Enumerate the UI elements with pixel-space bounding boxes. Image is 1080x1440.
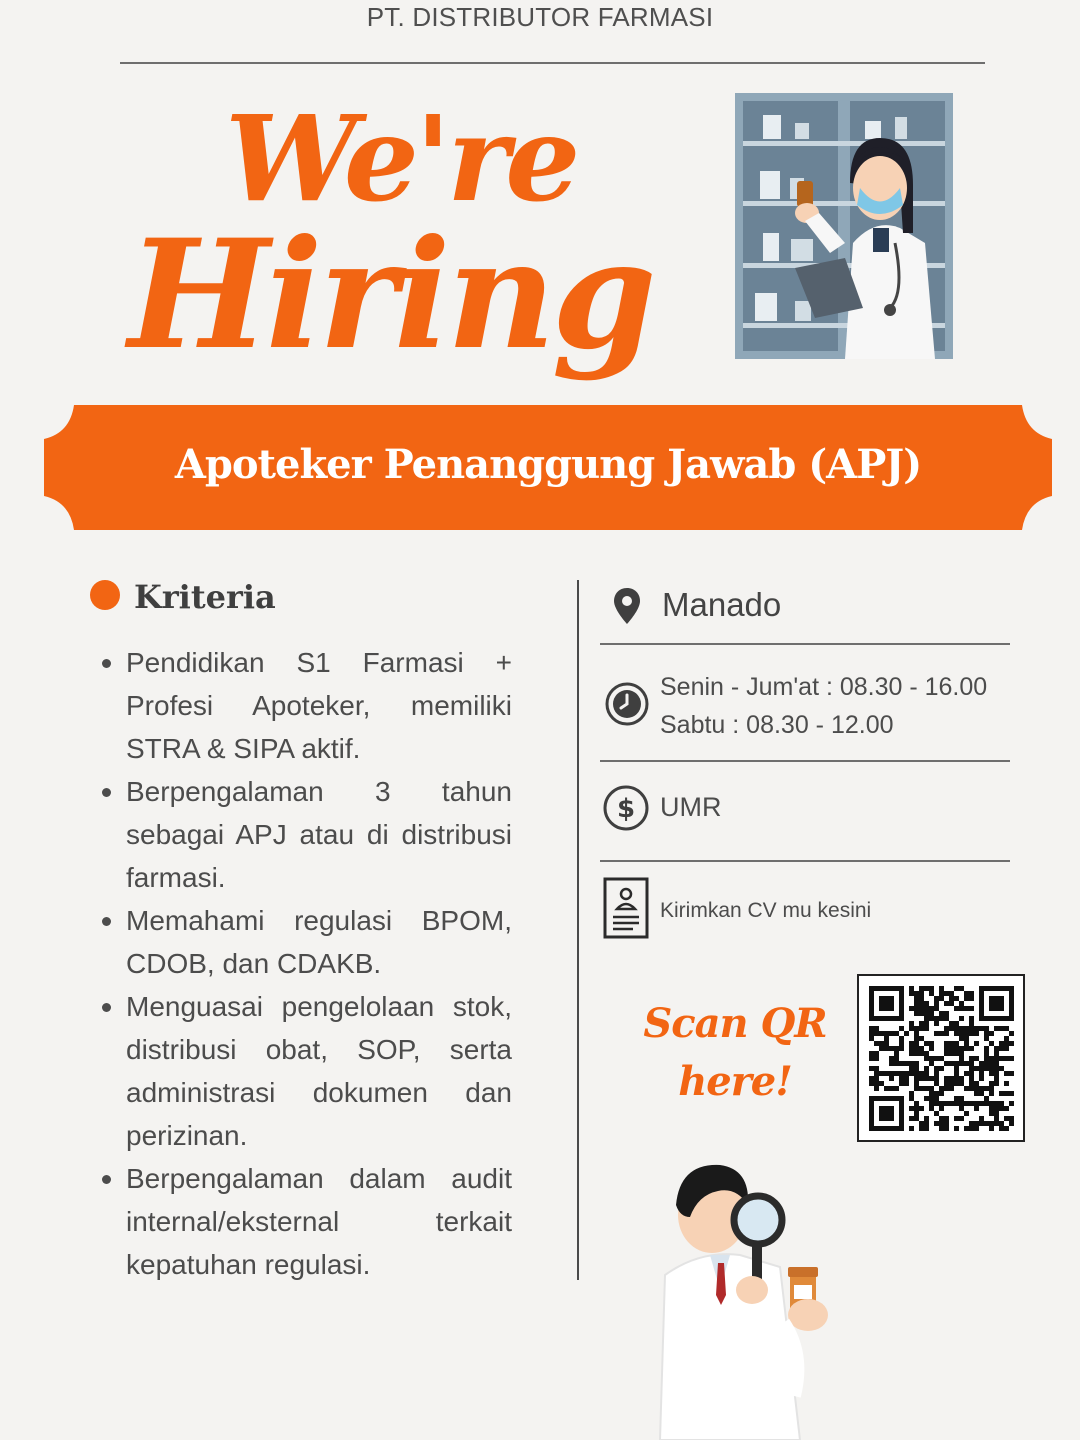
criteria-item: Menguasai pengelolaan stok, distribusi obat, SOP, serta administrasi dokumen dan perizinan. [100,985,512,1157]
criteria-item: Memahami regulasi BPOM, CDOB, dan CDAKB. [100,899,512,985]
qr-finder-pattern [869,1096,904,1131]
headline-line-2: Hiring [128,207,653,383]
position-title: Apoteker Penanggung Jawab (APJ) [174,441,922,488]
info-divider [600,760,1010,762]
doctor-magnifier-illustration [640,1155,850,1440]
qr-finder-pattern [869,986,904,1021]
qr-finder-pattern [979,986,1014,1021]
location-pin-icon [613,588,641,624]
pharmacist-illustration [735,93,953,359]
criteria-item: Berpengalaman dalam audit internal/eksternal terkait kepatuhan regulasi. [100,1157,512,1286]
salary-text: UMR [660,792,722,822]
info-divider [600,860,1010,862]
clock-icon [604,681,650,727]
headline-line-1: We're [225,89,577,228]
location-text: Manado [662,586,782,623]
criteria-title: Kriteria [134,578,276,616]
working-hours [660,668,987,744]
criteria-item: Berpengalaman 3 tahun sebagai APJ atau di distribusi farmasi. [100,770,512,899]
svg-text:$: $ [616,794,636,824]
dollar-icon [602,784,650,832]
criteria-bullet-dot [90,580,120,610]
cv-instruction: Kirimkan CV mu kesini [660,899,872,922]
hours-weekday: Senin - Jum'at : 08.30 - 16.00 [660,673,988,701]
criteria-item: Pendidikan S1 Farmasi + Profesi Apoteker, memiliki STRA & SIPA aktif. [100,641,512,770]
criteria-list [100,641,512,1286]
header-divider [120,62,985,64]
document-icon [603,877,649,939]
hours-saturday: Sabtu : 08.30 - 12.00 [660,711,894,739]
scan-qr-cta [630,995,840,1111]
info-divider [600,643,1010,645]
company-name: PT. DISTRIBUTOR FARMASI [366,2,714,32]
scan-qr-line-1: Scan QR [643,1000,827,1047]
column-divider [577,580,579,1280]
qr-code[interactable] [857,974,1025,1142]
scan-qr-line-2: here! [678,1058,792,1105]
